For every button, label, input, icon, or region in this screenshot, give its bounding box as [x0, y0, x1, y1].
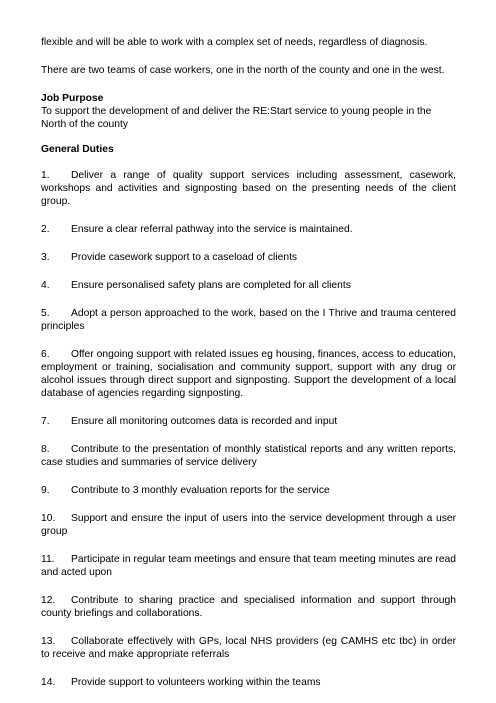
duty-item — [41, 594, 456, 620]
duty-text: Deliver a range of quality support services including assessment, casework, workshops and activities and signposting based on the presenting needs of the client group. — [41, 170, 456, 207]
duty-number: 3. — [41, 252, 50, 263]
duty-item — [41, 553, 456, 579]
duty-text: Provide casework support to a caseload of clients — [71, 252, 298, 263]
duty-text: Contribute to sharing practice and specialised information and support through county briefings and collaborations. — [41, 595, 456, 619]
duty-text: Participate in regular team meetings and ensure that team meeting minutes are read and acted upon — [41, 554, 456, 578]
duty-item — [41, 484, 456, 497]
general-duties-heading: General Duties — [41, 144, 114, 155]
duty-item — [41, 443, 456, 469]
duty-number: 1. — [41, 170, 50, 181]
duty-text: Contribute to 3 monthly evaluation reports for the service — [71, 485, 330, 496]
duty-item — [41, 223, 456, 236]
duty-number: 2. — [41, 224, 50, 235]
duty-item — [41, 348, 456, 400]
duty-text: Contribute to the presentation of monthly statistical reports and any written reports, case studies and summaries of service delivery — [41, 444, 456, 468]
intro-paragraph: There are two teams of case workers, one in the north of the county and one in the west. — [41, 65, 445, 76]
duty-number: 14. — [41, 677, 56, 688]
duty-number: 7. — [41, 416, 50, 427]
duty-text: Offer ongoing support with related issues eg housing, finances, access to education, employment or training, socialisation and community support, support with any drug or alcohol issues through direct support and signposting. Support the development of a local database of agencies regarding signposting. — [41, 349, 456, 399]
duty-item — [41, 512, 456, 538]
duty-item — [41, 676, 456, 689]
duty-item — [41, 279, 456, 292]
duty-number: 8. — [41, 444, 50, 455]
duty-number: 9. — [41, 485, 50, 496]
duty-text: Support and ensure the input of users into the service development through a user group — [41, 513, 456, 537]
duty-number: 5. — [41, 308, 50, 319]
duty-text: Provide support to volunteers working within the teams — [71, 677, 321, 688]
duty-text: Adopt a person approached to the work, based on the I Thrive and trauma centered principles — [41, 308, 456, 332]
duty-text: Ensure a clear referral pathway into the service is maintained. — [71, 224, 353, 235]
duty-number: 11. — [41, 554, 55, 565]
duty-number: 10. — [41, 513, 56, 524]
duty-number: 4. — [41, 280, 50, 291]
job-purpose-text: To support the development of and deliver the RE:Start service to young people in the North of the county — [41, 106, 432, 130]
duty-text: Ensure personalised safety plans are completed for all clients — [71, 280, 351, 291]
duty-item — [41, 415, 456, 428]
duty-number: 13. — [41, 636, 56, 647]
duty-item — [41, 169, 456, 208]
job-purpose-heading: Job Purpose — [41, 93, 104, 104]
duty-number: 12. — [41, 595, 56, 606]
duty-number: 6. — [41, 349, 50, 360]
intro-paragraph: flexible and will be able to work with a complex set of needs, regardless of diagnosis. — [41, 37, 428, 48]
duty-item — [41, 251, 456, 264]
duty-text: Ensure all monitoring outcomes data is recorded and input — [71, 416, 338, 427]
duty-item — [41, 307, 456, 333]
duty-text: Collaborate effectively with GPs, local NHS providers (eg CAMHS etc tbc) in order to receive and make appropriate referrals — [41, 636, 456, 660]
duty-item — [41, 635, 456, 661]
duties-list — [41, 169, 456, 689]
